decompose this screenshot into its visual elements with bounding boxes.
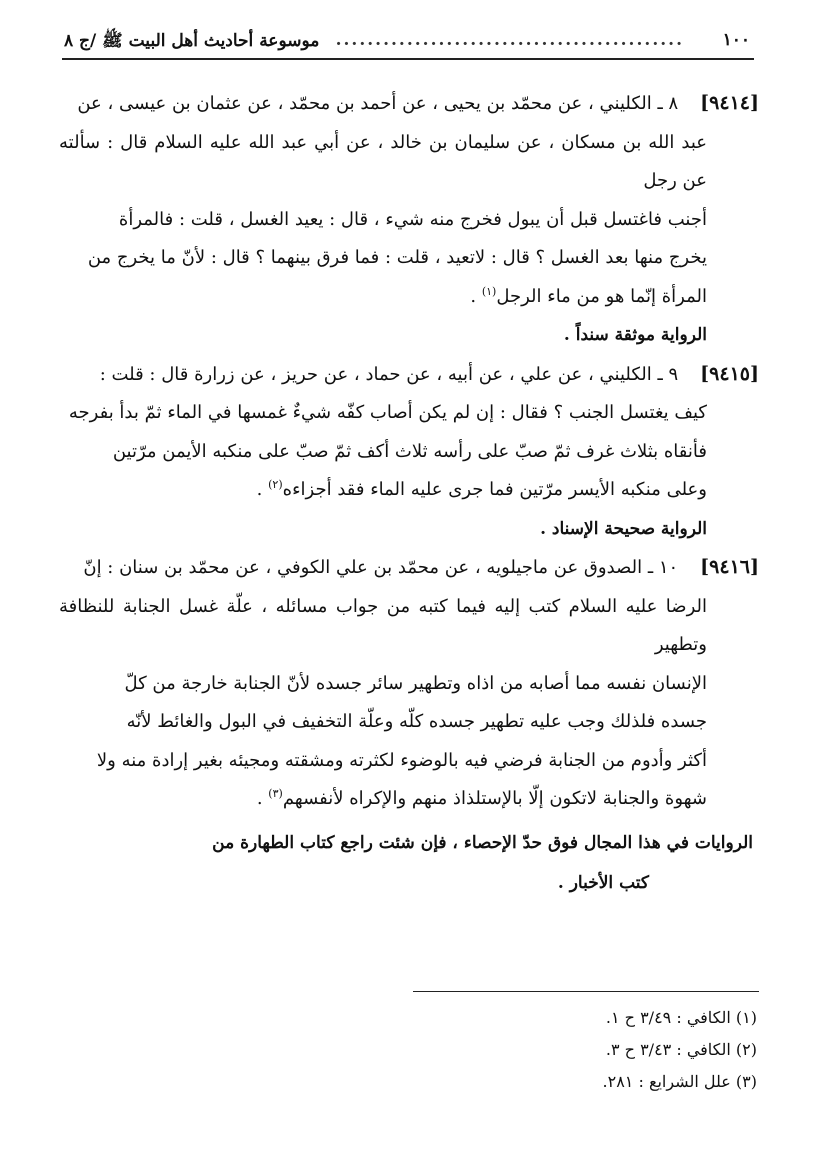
hadith-line: يخرج منها بعد الغسل ؟ قال : لاتعيد ، قلت : فما فرق بينهما ؟ قال : لأنّ ما يخرج من	[87, 247, 707, 268]
footnote-item: (١) الكافي : ٣/٤٩ ح ١.	[605, 1008, 757, 1027]
hadith-line: [٩٤١٦]١٠ ـ الصدوق عن ماجيلويه ، عن محمّد بن علي الكوفي ، عن محمّد بن سنان : إنّ	[83, 556, 759, 578]
hadith-line: المرأة إنّما هو من ماء الرجل$^{(١)}$ .	[470, 284, 707, 307]
footnote-ref[interactable]: (٢)	[268, 478, 283, 491]
chain-grade: الرواية صحيحة الإسناد .	[540, 518, 707, 539]
closing-remark: الروايات في هذا المجال فوق حدّ الإحصاء ، فإن شئت راجع كتاب الطهارة من كتب الأخبار .	[212, 832, 753, 893]
hadith-line: فأنقاه بثلاث غرف ثمّ صبّ على رأسه ثلاث أكف ثمّ صبّ على منكبه الأيمن مرّتين	[112, 440, 707, 462]
footnote-divider	[413, 991, 759, 992]
footnote-ref[interactable]: (٣)	[268, 787, 283, 800]
main-text	[59, 84, 759, 903]
hadith-9416	[59, 548, 759, 819]
hadith-line: عبد الله بن مسكان ، عن سليمان بن خالد ، عن أبي عبد الله عليه السلام قال : سألته عن رجل	[59, 131, 707, 191]
hadith-line: جسده فلذلك وجب عليه تطهير جسده كلّه وعلّة التخفيف في البول والغائط لأنّه	[126, 711, 707, 732]
hadith-line: وعلى منكبه الأيسر مرّتين فما جرى عليه الماء فقد أجزاءه$^{(٢)}$ .	[256, 478, 707, 500]
hadith-line: [٩٤١٥]٩ ـ الكليني ، عن علي ، عن أبيه ، عن حماد ، عن حريز ، عن زرارة قال : قلت :	[99, 362, 759, 385]
header-leader-dots: ............................................	[335, 30, 684, 50]
footnotes	[357, 1002, 757, 1098]
hadith-line: الرضا عليه السلام كتب إليه فيما كتبه من جواب مسائله ، علّة غسل الجنابة للنظافة وتطهير	[59, 595, 707, 655]
footnote-item: (٢) الكافي : ٣/٤٣ ح ٣.	[605, 1040, 757, 1059]
page-number: ١٠٠	[722, 30, 750, 50]
footnote-item: (٣) علل الشرايع : ٢٨١.	[602, 1072, 757, 1091]
hadith-line: شهوة والجنابة لاتكون إلّا بالإستلذاذ منهم والإكراه لأنفسهم$^{(٣)}$ .	[256, 787, 707, 809]
hadith-line: أكثر وأدوم من الجنابة فرضي فيه بالوضوء لكثرته ومشقته ومجيئه بغير إرادة منه ولا	[96, 749, 707, 771]
book-title: موسوعة أحاديث أهل البيت ﷺ /ج ٨	[64, 31, 320, 51]
hadith-number: [٩٤١٦]	[700, 556, 759, 578]
running-header	[62, 28, 754, 60]
hadith-line: الإنسان نفسه مما أصابه من اذاه وتطهير سائر جسده لأنّ الجنابة خارجة من كلّ	[124, 672, 707, 694]
hadith-line: [٩٤١٤]٨ ـ الكليني ، عن محمّد بن يحيى ، عن أحمد بن محمّد ، عن عثمان بن عيسى ، عن	[77, 92, 759, 114]
hadith-line: أجنب فاغتسل قبل أن يبول فخرج منه شيء ، قال : يعيد الغسل ، قلت : فالمرأة	[118, 208, 707, 230]
hadith-9414	[59, 84, 759, 355]
chain-grade: الرواية موثقة سنداً .	[563, 325, 707, 345]
hadith-number: [٩٤١٥]	[700, 362, 759, 385]
hadith-line: كيف يغتسل الجنب ؟ فقال : إن لم يكن أصاب كفّه شيءٌ غمسها في الماء ثمّ بدأ بفرجه	[68, 402, 707, 423]
hadith-number: [٩٤١٤]	[700, 92, 759, 114]
footnote-ref[interactable]: (١)	[481, 284, 497, 298]
hadith-9415	[59, 355, 759, 549]
